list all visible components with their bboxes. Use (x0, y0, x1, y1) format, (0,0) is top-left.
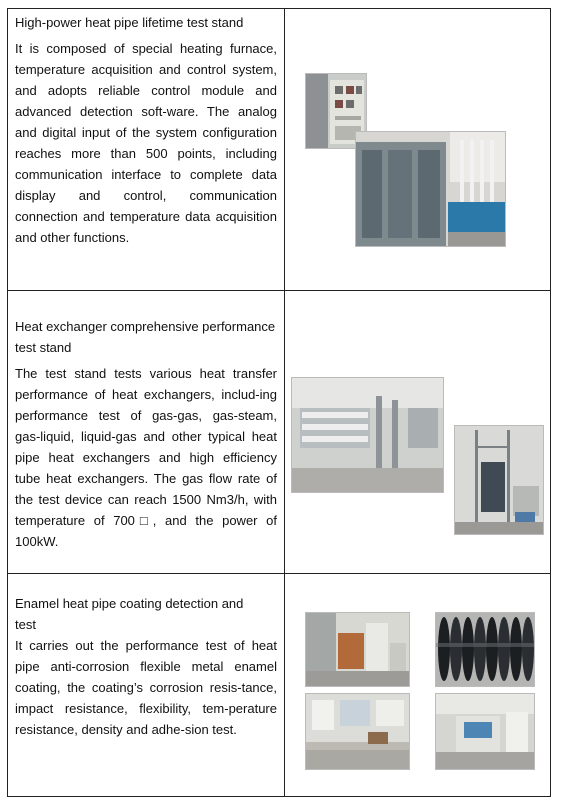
image-cell (285, 9, 550, 290)
image-cell (285, 291, 550, 573)
text-cell (15, 12, 277, 248)
lab-bench-photo (305, 693, 410, 770)
info-table (7, 8, 551, 797)
heat-exchanger-rig-photo (291, 377, 444, 493)
section-description: The test stand tests various heat transfer performance of heat exchangers, includ-ing performance test of gas-gas, gas-steam, gas-liquid, liquid-gas and other typical heat pipe heat exchangers and high efficiency tube heat exchangers. The gas flow rate of the test device can reach 1500 Nm3/h, with temperature of 700□, and the power of 100kW. (15, 366, 277, 549)
section-title: High-power heat pipe lifetime test stand (15, 15, 244, 30)
table-row (7, 290, 551, 574)
section-description: It carries out the performance test of heat pipe anti-corrosion flexible metal enamel coating, the coating’s corrosion resis-tance, impact resistance, flexibility, tem-perature resistance, density and adhe-sion test. (15, 638, 277, 737)
section-title: Heat exchanger comprehensive performance test stand (15, 319, 276, 355)
test-chamber-photo (435, 693, 535, 770)
section-description: It is composed of special heating furnace, temperature acquisition and control system, and adopts reliable control module and advanced detection soft-ware. The analog and digital input of the system configuration reaches more than 500 points, including communication interface to complete data display and control, communication connection and temperature data acquisition and other functions. (15, 41, 277, 245)
enamel-coated-pipe-photo (435, 612, 535, 687)
section-title: Enamel heat pipe coating detection and test (15, 596, 244, 632)
table-row (7, 573, 551, 797)
text-cell (15, 593, 277, 740)
image-cell (285, 574, 550, 796)
table-row (7, 8, 551, 291)
text-cell (15, 316, 277, 552)
test-stand-lab-photo (355, 131, 506, 247)
tower-frame-photo (454, 425, 544, 535)
furnace-equipment-photo (305, 612, 410, 687)
